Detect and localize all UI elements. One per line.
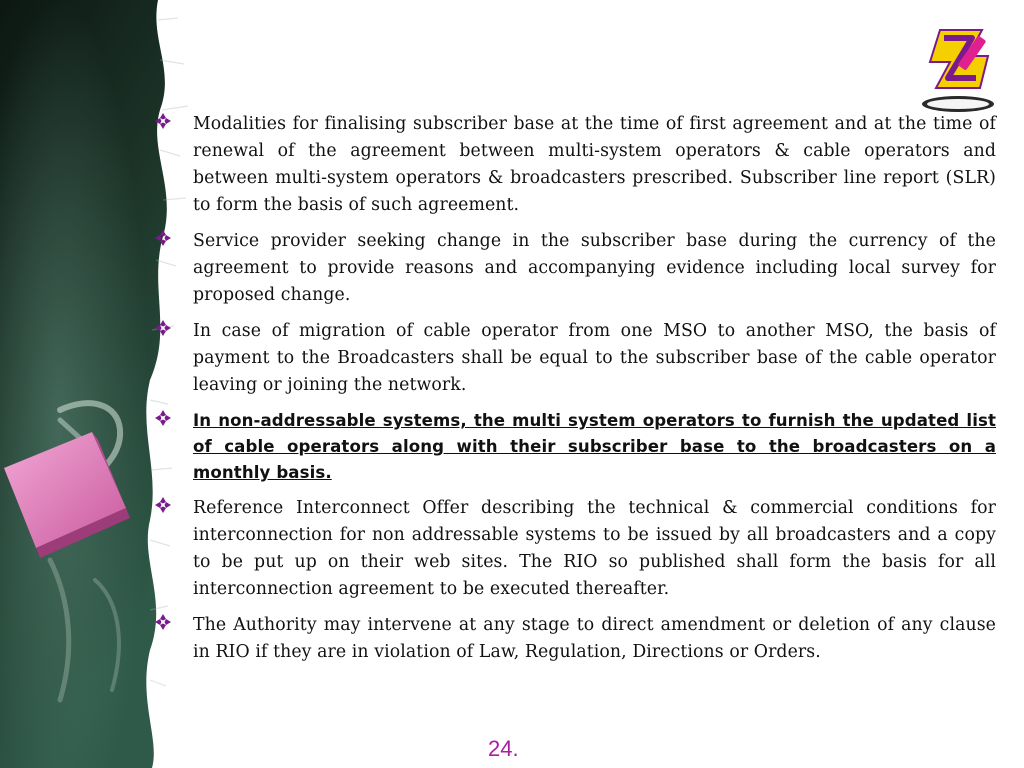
bullet-item	[154, 612, 996, 666]
diamond-bullet-icon	[154, 496, 172, 514]
diamond-bullet-icon	[154, 229, 172, 247]
bullet-item	[154, 408, 996, 486]
page-number: 24.	[488, 736, 519, 761]
bullet-item	[154, 495, 996, 603]
bullet-item	[154, 318, 996, 399]
bullet-text: Modalities for finalising subscriber base at the time of first agreement and at the time of renewal of the agreement between multi-system operators & cable operators and between multi-system operators & broadcasters prescribed. Subscriber line report (SLR) to form the basis of such agreement.	[193, 114, 996, 215]
bullet-text: The Authority may intervene at any stage to direct amendment or deletion of any clause in RIO if they are in violation of Law, Regulation, Directions or Orders.	[193, 615, 996, 662]
bullet-list	[154, 111, 996, 675]
diamond-bullet-icon	[154, 409, 172, 427]
bullet-text: In case of migration of cable operator from one MSO to another MSO, the basis of payment to the Broadcasters shall be equal to the subscriber base of the cable operator leaving or joining the network.	[193, 321, 996, 395]
bullet-text: Reference Interconnect Offer describing the technical & commercial conditions for interconnection for non addressable systems to be issued by all broadcasters and a copy to be put up on their web sites. The RIO so published shall form the basis for all interconnection agreement to be executed thereafter.	[193, 498, 996, 599]
diamond-bullet-icon	[154, 319, 172, 337]
bullet-item	[154, 228, 996, 309]
bullet-text: Service provider seeking change in the subscriber base during the currency of the agreement to provide reasons and accompanying evidence including local survey for proposed change.	[193, 231, 996, 305]
bullet-item	[154, 111, 996, 219]
diamond-bullet-icon	[154, 112, 172, 130]
zee-network-logo	[918, 24, 998, 116]
diamond-bullet-icon	[154, 613, 172, 631]
bullet-text-emphasized: In non-addressable systems, the multi system operators to furnish the updated list of cable operators along with their subscriber base to the broadcasters on a monthly basis.	[193, 411, 996, 482]
